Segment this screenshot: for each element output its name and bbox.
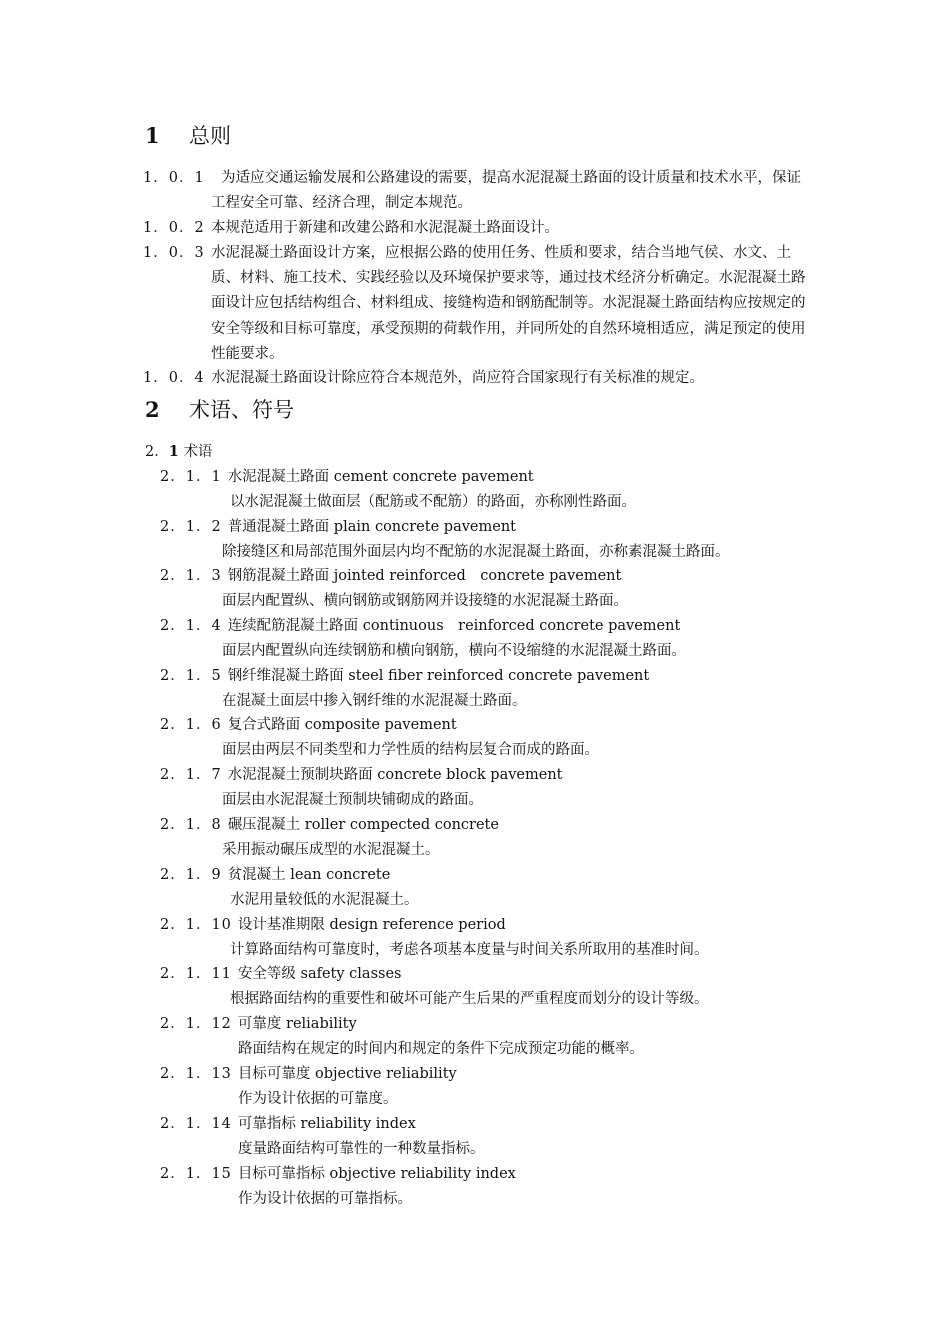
term-entry — [160, 863, 820, 912]
term-definition: 面层由水泥混凝土预制块铺砌成的路面。 — [222, 791, 483, 808]
term-entry — [160, 1062, 820, 1111]
term-heading: 可靠指标 reliability index — [237, 1116, 416, 1132]
term-heading: 水泥混凝土路面 cement concrete pavement — [227, 469, 534, 485]
chapter-1-heading — [145, 122, 231, 150]
chapter-number: 1 — [145, 123, 160, 148]
term-entry — [160, 515, 820, 564]
term-number: 2．1．9 — [160, 867, 222, 883]
term-entry — [160, 1012, 820, 1061]
term-heading: 水泥混凝土预制块路面 concrete block pavement — [227, 767, 563, 783]
term-number: 2．1．5 — [160, 668, 222, 684]
clause — [143, 166, 813, 216]
chapter-title: 术语、符号 — [189, 398, 294, 422]
term-definition: 除接缝区和局部范围外面层内均不配筋的水泥混凝土路面，亦称素混凝土路面。 — [222, 543, 730, 560]
term-definition: 计算路面结构可靠度时，考虑各项基本度量与时间关系所取用的基准时间。 — [230, 941, 709, 958]
term-number: 2．1．2 — [160, 519, 222, 535]
term-definition: 在混凝土面层中掺入钢纤维的水泥混凝土路面。 — [222, 692, 527, 709]
term-heading: 连续配筋混凝土路面 continuous reinforced concrete pavement — [227, 618, 681, 634]
clause-text: 水泥混凝土路面设计除应符合本规范外，尚应符合国家现行有关标准的规定。 — [211, 370, 704, 386]
term-heading: 碾压混凝土 roller compected concrete — [227, 817, 499, 833]
clause-text: 水泥混凝土路面设计方案，应根据公路的使用任务、性质和要求，结合当地气侯、水文、土质、材料、施工技术、实践经验以及环境保护要求等，通过技术经济分析确定。水泥混凝土路面设计应包括结构组合、材料组成、接缝构造和钢筋配制等。水泥混凝土路面结构应按规定的安全等级和目标可靠度，承受预期的荷载作用，并同所处的自然环境相适应，满足预定的使用性能要求。 — [211, 245, 806, 362]
term-entry — [160, 913, 820, 962]
section-title: 术语 — [183, 444, 213, 460]
chapter-title: 总则 — [189, 124, 231, 148]
clause-number: 1．0．2 — [143, 220, 205, 236]
clause — [143, 366, 813, 391]
term-number: 2．1．8 — [160, 817, 222, 833]
term-entry — [160, 614, 820, 663]
term-entry — [160, 1112, 820, 1161]
term-definition: 面层内配置纵向连续钢筋和横向钢筋，横向不设缩缝的水泥混凝土路面。 — [222, 642, 686, 659]
term-heading: 复合式路面 composite pavement — [227, 717, 457, 733]
term-heading: 可靠度 reliability — [237, 1016, 357, 1032]
term-entry — [160, 465, 820, 514]
term-heading: 目标可靠度 objective reliability — [237, 1066, 457, 1082]
term-number: 2．1．1 — [160, 469, 222, 485]
term-number: 2．1．11 — [160, 966, 232, 982]
clause — [143, 216, 813, 241]
term-heading: 安全等级 safety classes — [237, 966, 402, 982]
term-entry — [160, 763, 820, 812]
section-number-prefix: 2． — [145, 444, 169, 460]
term-number: 2．1．10 — [160, 917, 232, 933]
clause-number: 1．0．1 — [143, 170, 205, 186]
term-definition: 水泥用量较低的水泥混凝土。 — [230, 891, 419, 908]
term-number: 2．1．15 — [160, 1166, 232, 1182]
term-heading: 目标可靠指标 objective reliability index — [237, 1166, 516, 1182]
section-number: 1 — [168, 443, 179, 460]
term-definition: 路面结构在规定的时间内和规定的条件下完成预定功能的概率。 — [238, 1040, 644, 1057]
clause-text: 本规范适用于新建和改建公路和水泥混凝土路面设计。 — [211, 220, 559, 236]
term-entry — [160, 962, 820, 1011]
term-number: 2．1．6 — [160, 717, 222, 733]
term-number: 2．1．7 — [160, 767, 222, 783]
term-definition: 采用振动碾压成型的水泥混凝土。 — [222, 841, 440, 858]
term-entry — [160, 1162, 820, 1211]
term-definition: 作为设计依据的可靠度。 — [238, 1090, 398, 1107]
term-number: 2．1．3 — [160, 568, 222, 584]
term-heading: 贫混凝土 lean concrete — [227, 867, 391, 883]
chapter-number: 2 — [145, 397, 160, 422]
section-heading — [145, 440, 212, 464]
term-definition: 面层由两层不同类型和力学性质的结构层复合而成的路面。 — [222, 741, 599, 758]
term-entry — [160, 664, 820, 713]
clause-text: 为适应交通运输发展和公路建设的需要，提高水泥混凝土路面的设计质量和技术水平，保证工程安全可靠、经济合理，制定本规范。 — [211, 170, 801, 212]
clause-number: 1．0．3 — [143, 245, 205, 261]
term-entry — [160, 813, 820, 862]
term-definition: 以水泥混凝土做面层（配筋或不配筋）的路面，亦称刚性路面。 — [230, 493, 636, 510]
term-heading: 设计基准期限 design reference period — [237, 917, 506, 933]
clause-number: 1．0．4 — [143, 370, 205, 386]
term-definition: 面层内配置纵、横向钢筋或钢筋网并设接缝的水泥混凝土路面。 — [222, 592, 628, 609]
term-definition: 作为设计依据的可靠指标。 — [238, 1190, 412, 1207]
term-definition: 根据路面结构的重要性和破坏可能产生后果的严重程度而划分的设计等级。 — [230, 990, 709, 1007]
term-number: 2．1．4 — [160, 618, 222, 634]
chapter-2-heading — [145, 396, 294, 424]
term-heading: 钢筋混凝土路面 jointed reinforced concrete pavement — [227, 568, 622, 584]
term-heading: 普通混凝土路面 plain concrete pavement — [227, 519, 516, 535]
clause — [143, 241, 813, 367]
term-number: 2．1．14 — [160, 1116, 232, 1132]
term-definition: 度量路面结构可靠性的一种数量指标。 — [238, 1140, 485, 1157]
term-heading: 钢纤维混凝土路面 steel fiber reinforced concrete pavement — [227, 668, 650, 684]
term-number: 2．1．13 — [160, 1066, 232, 1082]
term-number: 2．1．12 — [160, 1016, 232, 1032]
term-entry — [160, 564, 820, 613]
term-entry — [160, 713, 820, 762]
